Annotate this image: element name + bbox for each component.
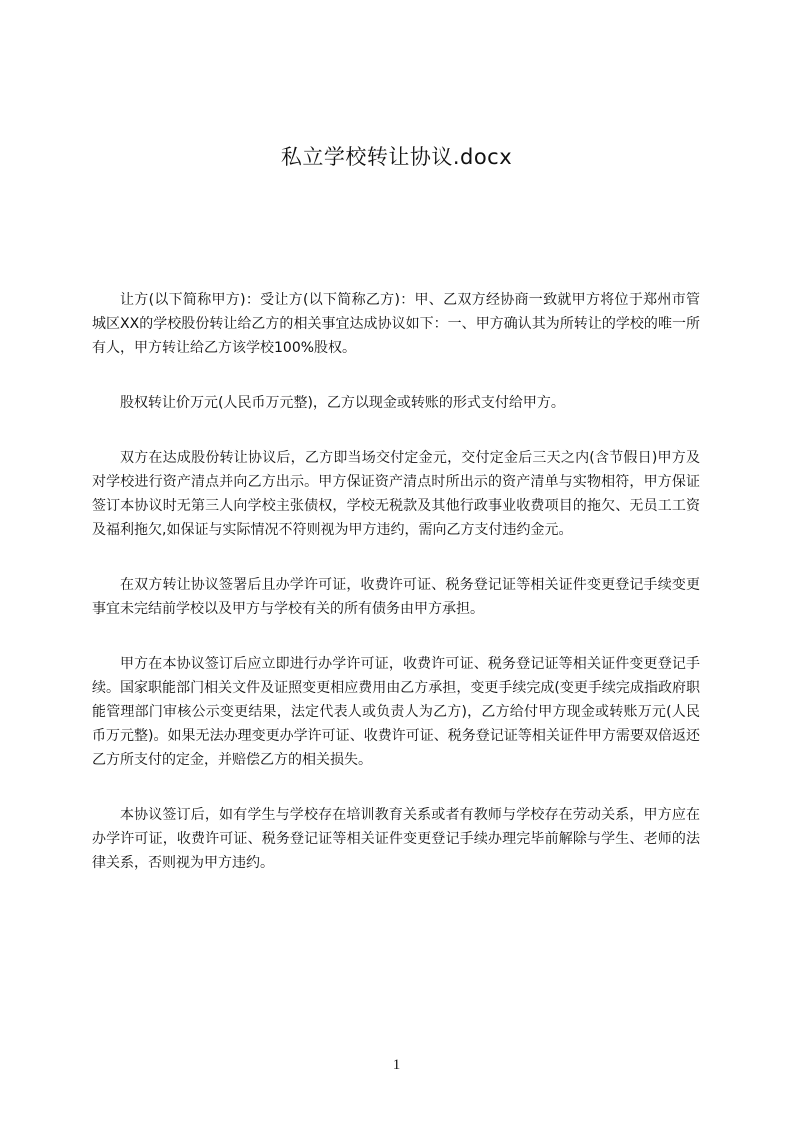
paragraph-deposit-and-asset-inventory: 双方在达成股份转让协议后，乙方即当场交付定金元，交付定金后三天之内(含节假日)甲方及对学校进行资产清点并向乙方出示。甲方保证资产清点时所出示的资产清单与实物相符，甲方保证签订本协议时无第三人向学校主张债权，学校无税款及其他行政事业收费项目的拖欠、无员工工资及福利拖欠,如保证与实际情况不符则视为甲方违约，需向乙方支付违约金元。 <box>92 450 700 538</box>
page-number: 1 <box>392 1057 401 1073</box>
paragraph-transfer-price: 股权转让价万元(人民币万元整)，乙方以现金或转账的形式支付给甲方。 <box>120 395 565 411</box>
paragraph-student-teacher-relations: 本协议签订后，如有学生与学校存在培训教育关系或者有教师与学校存在劳动关系，甲方应在办学许可证，收费许可证、税务登记证等相关证件变更登记手续办理完毕前解除与学生、老师的法律关系，否则视为甲方违约。 <box>92 807 700 871</box>
document-body <box>92 288 700 875</box>
paragraph-debt-responsibility: 在双方转让协议签署后且办学许可证，收费许可证、税务登记证等相关证件变更登记手续变更事宜未完结前学校以及甲方与学校有关的所有债务由甲方承担。 <box>92 577 700 617</box>
paragraph-license-change: 甲方在本协议签订后应立即进行办学许可证，收费许可证、税务登记证等相关证件变更登记手续。国家职能部门相关文件及证照变更相应费用由乙方承担，变更手续完成(变更手续完成指政府职能管理部门审核公示变更结果，法定代表人或负责人为乙方)，乙方给付甲方现金或转账万元(人民币万元整)。如果无法办理变更办学许可证、收费许可证、税务登记证等相关证件甲方需要双倍返还乙方所支付的定金，并赔偿乙方的相关损失。 <box>92 656 700 768</box>
document-title: 私立学校转让协议.docx <box>280 145 513 169</box>
paragraph-parties-and-equity: 让方(以下简称甲方)：受让方(以下简称乙方)：甲、乙双方经协商一致就甲方将位于郑州市管城区XX的学校股份转让给乙方的相关事宜达成协议如下：一、甲方确认其为所转让的学校的唯一所有人，甲方转让给乙方该学校100%股权。 <box>92 292 700 356</box>
